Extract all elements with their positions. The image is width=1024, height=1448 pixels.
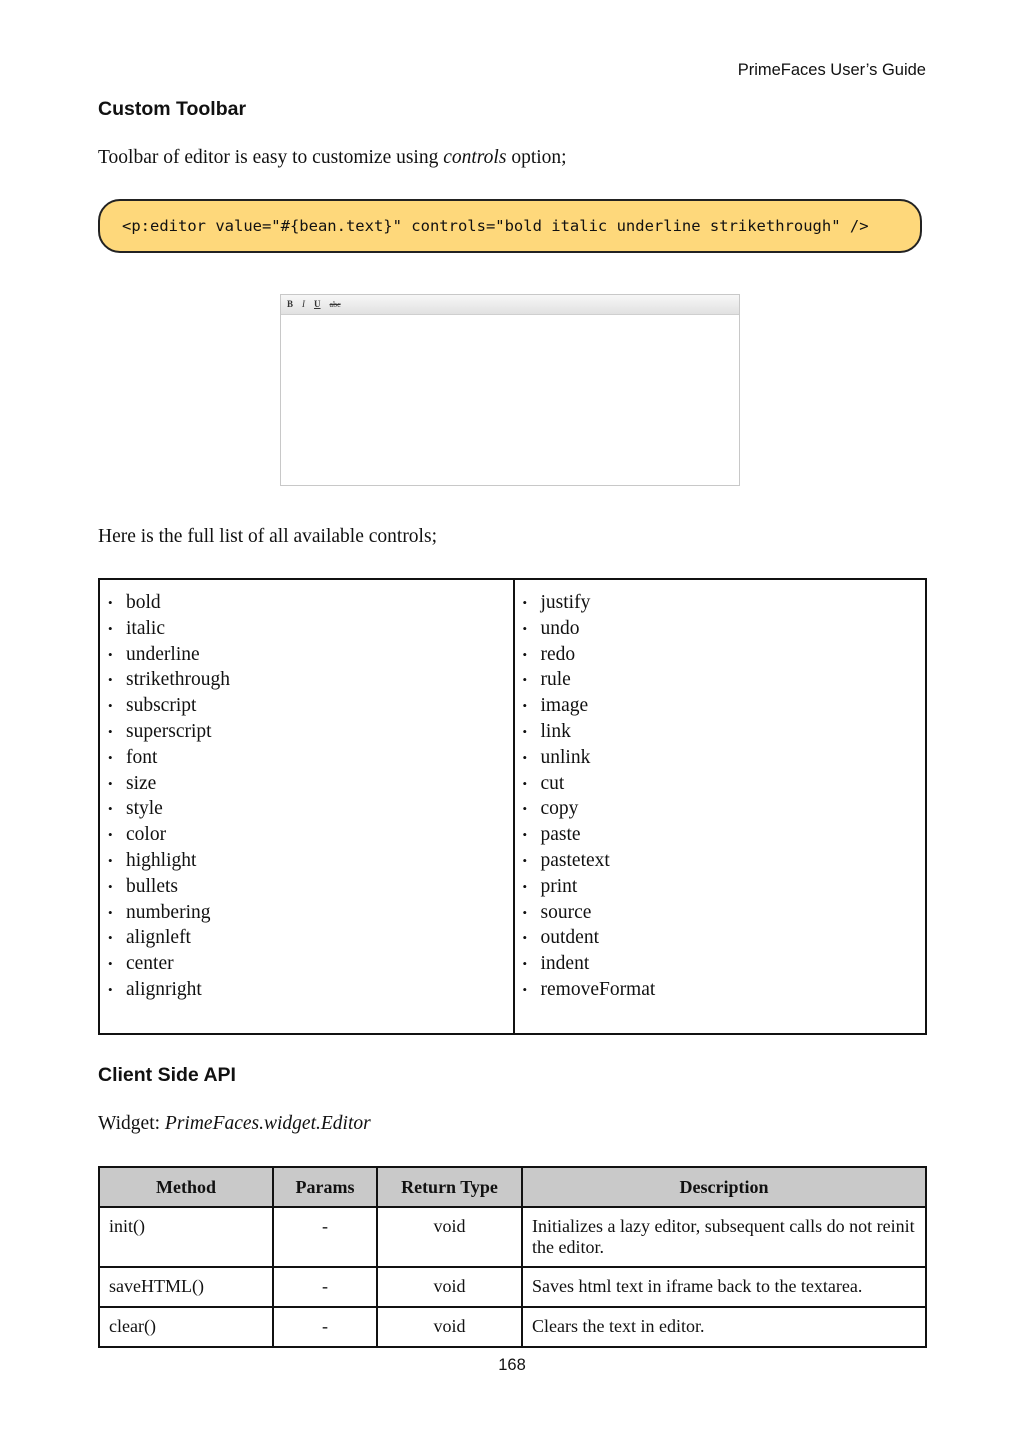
control-name: highlight xyxy=(126,849,197,871)
column-header-method: Method xyxy=(99,1167,273,1207)
bullet-icon: • xyxy=(522,956,528,972)
page-number: 168 xyxy=(498,1356,526,1374)
params-cell: - xyxy=(273,1307,377,1347)
api-table xyxy=(98,1166,927,1348)
list-item xyxy=(523,796,926,822)
control-name: undo xyxy=(540,617,580,639)
intro-text: Toolbar of editor is easy to customize using xyxy=(98,147,444,168)
control-name: bold xyxy=(126,592,161,613)
column-header-description: Description xyxy=(522,1167,926,1207)
bullet-icon: • xyxy=(108,827,113,843)
list-item xyxy=(108,590,513,616)
widget-name: PrimeFaces.widget.Editor xyxy=(164,1113,371,1134)
code-sample: <p:editor value="#{bean.text}" controls="bold italic underline strikethrough" /> xyxy=(98,199,922,253)
list-item xyxy=(523,874,926,900)
bullet-icon: • xyxy=(522,620,528,636)
control-name: style xyxy=(126,798,163,820)
list-item xyxy=(108,900,513,926)
list-item xyxy=(108,796,513,822)
bullet-icon: • xyxy=(522,698,528,714)
custom-toolbar-intro xyxy=(98,147,567,169)
list-item xyxy=(523,616,926,642)
bullet-icon: • xyxy=(108,698,113,714)
list-item xyxy=(523,822,926,848)
control-name: alignright xyxy=(126,978,202,1000)
method-cell: init() xyxy=(99,1207,273,1267)
bullet-icon: • xyxy=(522,981,528,997)
description-cell: Initializes a lazy editor, subsequent calls do not reinit the editor. xyxy=(522,1207,926,1267)
control-name: indent xyxy=(540,953,590,975)
control-name: redo xyxy=(540,643,576,665)
widget-label: Widget: xyxy=(98,1113,165,1134)
control-name: size xyxy=(126,772,157,794)
params-cell: - xyxy=(273,1207,377,1267)
return-type-cell: void xyxy=(377,1207,522,1267)
list-item xyxy=(108,822,513,848)
control-name: removeFormat xyxy=(540,978,656,1000)
intro-emphasis: controls xyxy=(443,147,507,168)
bullet-icon: • xyxy=(108,620,113,636)
description-cell: Clears the text in editor. xyxy=(522,1307,926,1347)
control-name: justify xyxy=(540,592,591,613)
list-item xyxy=(108,771,513,797)
control-name: outdent xyxy=(540,927,599,949)
bullet-icon: • xyxy=(522,852,528,868)
api-table-header-row xyxy=(99,1167,926,1207)
control-name: rule xyxy=(540,669,571,691)
bullet-icon: • xyxy=(108,646,113,662)
bullet-icon: • xyxy=(108,672,113,688)
control-name: print xyxy=(540,875,578,897)
bullet-icon: • xyxy=(108,956,113,972)
list-item xyxy=(108,667,513,693)
list-item xyxy=(108,977,513,1003)
control-name: numbering xyxy=(126,901,211,923)
list-item xyxy=(108,874,513,900)
list-item xyxy=(108,719,513,745)
bullet-icon: • xyxy=(522,723,528,739)
editor-content-area[interactable] xyxy=(281,315,739,485)
bullet-icon: • xyxy=(522,749,528,765)
editor-preview xyxy=(280,294,740,486)
control-name: underline xyxy=(126,643,200,665)
control-name: unlink xyxy=(540,746,591,768)
intro-text-end: option; xyxy=(506,147,567,168)
list-item xyxy=(523,977,926,1003)
list-item xyxy=(108,925,513,951)
bullet-icon: • xyxy=(522,827,528,843)
controls-column-right xyxy=(513,580,926,1033)
controls-column-left xyxy=(100,580,513,1033)
bullet-icon: • xyxy=(522,595,528,610)
list-item xyxy=(523,642,926,668)
bullet-icon: • xyxy=(108,852,113,868)
list-item xyxy=(108,616,513,642)
control-name: italic xyxy=(126,617,165,639)
bullet-icon: • xyxy=(522,878,528,894)
bullet-icon: • xyxy=(522,930,528,946)
italic-button[interactable]: I xyxy=(302,299,306,309)
bullet-icon: • xyxy=(522,775,528,791)
control-name: bullets xyxy=(126,875,178,897)
list-item xyxy=(523,719,926,745)
list-item xyxy=(523,693,926,719)
bold-button[interactable]: B xyxy=(287,299,294,309)
bullet-icon: • xyxy=(108,878,113,894)
controls-intro: Here is the full list of all available controls; xyxy=(98,526,437,547)
control-name: pastetext xyxy=(540,849,610,871)
description-cell: Saves html text in iframe back to the textarea. xyxy=(522,1267,926,1307)
list-item xyxy=(523,745,926,771)
control-name: alignleft xyxy=(126,927,191,949)
return-type-cell: void xyxy=(377,1267,522,1307)
underline-button[interactable]: U xyxy=(314,299,321,309)
control-name: strikethrough xyxy=(126,669,230,691)
list-item xyxy=(523,900,926,926)
return-type-cell: void xyxy=(377,1307,522,1347)
bullet-icon: • xyxy=(108,801,113,817)
control-name: copy xyxy=(540,798,579,820)
bullet-icon: • xyxy=(108,904,113,920)
control-name: source xyxy=(540,901,592,923)
list-item xyxy=(523,590,926,616)
list-item xyxy=(108,745,513,771)
list-item xyxy=(523,925,926,951)
control-name: subscript xyxy=(126,695,197,717)
control-name: cut xyxy=(540,772,565,794)
column-header-return-type: Return Type xyxy=(377,1167,522,1207)
table-row xyxy=(99,1307,926,1347)
control-name: paste xyxy=(540,824,581,846)
editor-toolbar xyxy=(281,295,739,315)
control-name: superscript xyxy=(126,720,212,742)
method-cell: clear() xyxy=(99,1307,273,1347)
list-item xyxy=(523,771,926,797)
controls-list-right xyxy=(523,590,926,1003)
list-item xyxy=(523,951,926,977)
bullet-icon: • xyxy=(108,775,113,791)
bullet-icon: • xyxy=(108,595,113,610)
section-heading-custom-toolbar: Custom Toolbar xyxy=(98,98,247,120)
control-name: image xyxy=(540,695,589,717)
method-cell: saveHTML() xyxy=(99,1267,273,1307)
table-row xyxy=(99,1207,926,1267)
list-item xyxy=(108,848,513,874)
control-name: font xyxy=(126,746,158,768)
bullet-icon: • xyxy=(522,646,528,662)
bullet-icon: • xyxy=(108,749,113,765)
control-name: center xyxy=(126,953,174,975)
column-header-params: Params xyxy=(273,1167,377,1207)
control-name: link xyxy=(540,720,571,742)
bullet-icon: • xyxy=(108,981,113,997)
bullet-icon: • xyxy=(522,801,528,817)
bullet-icon: • xyxy=(522,904,528,920)
bullet-icon: • xyxy=(108,723,113,739)
widget-line xyxy=(98,1113,371,1135)
list-item xyxy=(108,951,513,977)
list-item xyxy=(108,642,513,668)
bullet-icon: • xyxy=(522,672,528,688)
control-name: color xyxy=(126,824,167,846)
running-header: PrimeFaces User’s Guide xyxy=(737,61,926,79)
list-item xyxy=(523,848,926,874)
section-heading-client-api: Client Side API xyxy=(98,1064,236,1086)
controls-table xyxy=(98,578,927,1035)
list-item xyxy=(108,693,513,719)
controls-list-left xyxy=(108,590,513,1003)
params-cell: - xyxy=(273,1267,377,1307)
list-item xyxy=(523,667,926,693)
bullet-icon: • xyxy=(108,930,113,946)
strikethrough-button[interactable]: abc xyxy=(329,299,341,309)
table-row xyxy=(99,1267,926,1307)
